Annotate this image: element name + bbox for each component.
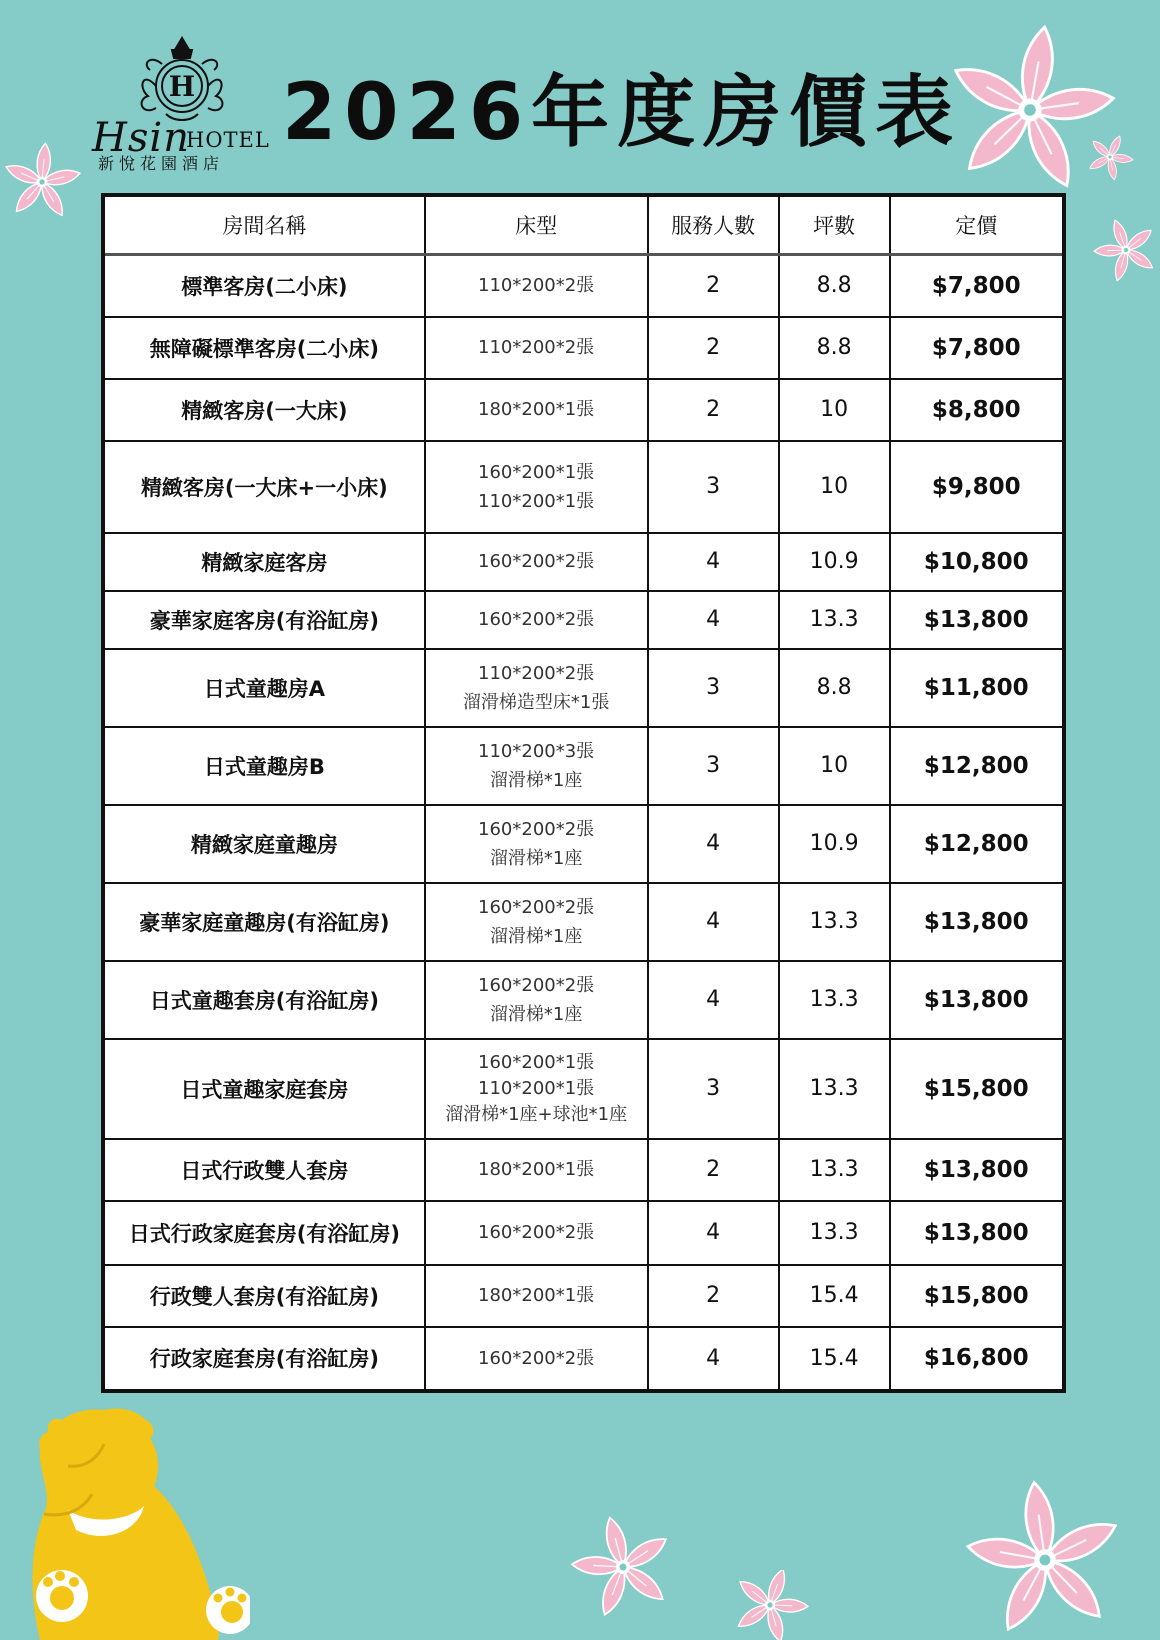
logo-subtitle: 新悅花園酒店	[98, 154, 225, 173]
guests-cell: 2	[648, 317, 779, 379]
price-cell: $13,800	[890, 961, 1062, 1039]
price-cell: $15,800	[890, 1265, 1062, 1327]
price-cell: $9,800	[890, 441, 1062, 533]
bed-type-line: 110*200*1張	[478, 490, 595, 512]
bed-type-cell	[425, 441, 648, 533]
bed-type-line: 160*200*2張	[478, 818, 595, 840]
room-name-cell: 日式童趣房A	[105, 649, 425, 727]
bed-type-line: 溜滑梯*1座	[489, 925, 583, 947]
bed-type-line: 160*200*1張	[478, 461, 595, 483]
ping-cell: 8.8	[779, 255, 890, 317]
table-row	[105, 805, 1062, 883]
room-name-cell: 日式童趣家庭套房	[105, 1039, 425, 1139]
flower-icon	[960, 1480, 1130, 1640]
bed-type-line: 160*200*1張	[478, 1051, 595, 1073]
bed-type-line: 160*200*2張	[478, 1222, 595, 1243]
price-cell: $15,800	[890, 1039, 1062, 1139]
room-name-cell: 精緻家庭客房	[105, 533, 425, 591]
flower-icon	[568, 1512, 678, 1622]
ping-cell: 15.4	[779, 1327, 890, 1389]
header-price: 定價	[890, 197, 1062, 255]
bed-type-line: 160*200*2張	[478, 609, 595, 630]
guests-cell: 4	[648, 1327, 779, 1389]
guests-cell: 2	[648, 255, 779, 317]
bed-type-line: 110*200*3張	[478, 740, 595, 762]
room-name-cell: 日式童趣套房(有浴缸房)	[105, 961, 425, 1039]
guests-cell: 3	[648, 1039, 779, 1139]
guests-cell: 3	[648, 649, 779, 727]
table-row	[105, 961, 1062, 1039]
ping-cell: 10	[779, 727, 890, 805]
hotel-logo	[88, 36, 268, 176]
room-name-cell: 日式童趣房B	[105, 727, 425, 805]
bed-type-line: 110*200*2張	[478, 337, 595, 358]
bed-type-cell	[425, 883, 648, 961]
guests-cell: 4	[648, 1201, 779, 1265]
bed-type-cell	[425, 591, 648, 649]
price-cell: $10,800	[890, 533, 1062, 591]
room-name-cell: 精緻客房(一大床+一小床)	[105, 441, 425, 533]
bed-type-cell	[425, 1039, 648, 1139]
header-ping: 坪數	[779, 197, 890, 255]
bed-type-line: 110*200*1張	[478, 1077, 595, 1099]
ping-cell: 8.8	[779, 649, 890, 727]
guests-cell: 3	[648, 441, 779, 533]
table-row	[105, 649, 1062, 727]
ping-cell: 10.9	[779, 533, 890, 591]
bed-type-cell	[425, 379, 648, 441]
bed-type-line: 溜滑梯*1座	[489, 1003, 583, 1025]
table-row	[105, 1139, 1062, 1201]
bed-type-line: 180*200*1張	[478, 1285, 595, 1306]
price-cell: $13,800	[890, 883, 1062, 961]
price-cell: $7,800	[890, 317, 1062, 379]
ping-cell: 15.4	[779, 1265, 890, 1327]
guests-cell: 2	[648, 1265, 779, 1327]
guests-cell: 3	[648, 727, 779, 805]
guests-cell: 4	[648, 883, 779, 961]
ping-cell: 8.8	[779, 317, 890, 379]
table-row	[105, 1265, 1062, 1327]
bed-type-line: 160*200*2張	[478, 551, 595, 572]
table-row	[105, 441, 1062, 533]
ping-cell: 10	[779, 441, 890, 533]
table-row	[105, 1327, 1062, 1389]
guests-cell: 4	[648, 533, 779, 591]
table-row	[105, 1039, 1062, 1139]
bed-type-line: 160*200*2張	[478, 896, 595, 918]
ping-cell: 10.9	[779, 805, 890, 883]
crest-emblem-icon	[132, 36, 232, 124]
ping-cell: 13.3	[779, 1039, 890, 1139]
guests-cell: 4	[648, 961, 779, 1039]
bed-type-line: 110*200*2張	[478, 662, 595, 684]
bed-type-cell	[425, 317, 648, 379]
price-cell: $7,800	[890, 255, 1062, 317]
bed-type-cell	[425, 961, 648, 1039]
price-cell: $16,800	[890, 1327, 1062, 1389]
bed-type-line: 溜滑梯*1座	[489, 847, 583, 869]
ping-cell: 13.3	[779, 1201, 890, 1265]
table-header-row	[105, 197, 1062, 255]
ping-cell: 13.3	[779, 1139, 890, 1201]
bed-type-cell	[425, 727, 648, 805]
bed-type-cell	[425, 1201, 648, 1265]
logo-script-text: Hsin	[92, 115, 190, 161]
room-name-cell: 行政家庭套房(有浴缸房)	[105, 1327, 425, 1389]
price-cell: $11,800	[890, 649, 1062, 727]
ping-cell: 13.3	[779, 883, 890, 961]
header-guests: 服務人數	[648, 197, 779, 255]
room-name-cell: 精緻客房(一大床)	[105, 379, 425, 441]
table-row	[105, 591, 1062, 649]
table-row	[105, 883, 1062, 961]
logo-monogram: H	[168, 70, 196, 103]
bed-type-cell	[425, 805, 648, 883]
table-row	[105, 255, 1062, 317]
table-body	[105, 255, 1062, 1389]
ping-cell: 10	[779, 379, 890, 441]
room-name-cell: 日式行政雙人套房	[105, 1139, 425, 1201]
bed-type-cell	[425, 649, 648, 727]
flower-icon	[1092, 216, 1160, 284]
price-cell: $12,800	[890, 727, 1062, 805]
room-name-cell: 豪華家庭客房(有浴缸房)	[105, 591, 425, 649]
flower-icon	[1085, 132, 1135, 182]
bed-type-cell	[425, 255, 648, 317]
table-row	[105, 727, 1062, 805]
bed-type-line: 110*200*2張	[478, 275, 595, 297]
guests-cell: 4	[648, 591, 779, 649]
room-name-cell: 精緻家庭童趣房	[105, 805, 425, 883]
header-bed-type: 床型	[425, 197, 648, 255]
price-table	[101, 193, 1066, 1393]
guests-cell: 4	[648, 805, 779, 883]
bed-type-cell	[425, 1139, 648, 1201]
ping-cell: 13.3	[779, 591, 890, 649]
bed-type-cell	[425, 1265, 648, 1327]
table-row	[105, 1201, 1062, 1265]
price-cell: $12,800	[890, 805, 1062, 883]
table-row	[105, 533, 1062, 591]
bed-type-cell	[425, 533, 648, 591]
bed-type-line: 160*200*2張	[478, 1347, 595, 1369]
bed-type-line: 溜滑梯造型床*1張	[462, 691, 610, 713]
bed-type-cell	[425, 1327, 648, 1389]
bed-type-line: 180*200*1張	[478, 1159, 595, 1180]
table-row	[105, 317, 1062, 379]
price-cell: $13,800	[890, 1139, 1062, 1201]
table-row	[105, 379, 1062, 441]
bear-icon	[20, 1398, 250, 1640]
price-cell: $13,800	[890, 591, 1062, 649]
logo-hotel-text: HOTEL	[186, 128, 270, 152]
flower-icon	[722, 1570, 818, 1640]
price-cell: $13,800	[890, 1201, 1062, 1265]
bed-type-line: 160*200*2張	[478, 974, 595, 996]
bed-type-line: 溜滑梯*1座	[489, 769, 583, 791]
header-room-name: 房間名稱	[105, 197, 425, 255]
room-name-cell: 日式行政家庭套房(有浴缸房)	[105, 1201, 425, 1265]
room-name-cell: 標準客房(二小床)	[105, 255, 425, 317]
bed-type-line: 180*200*1張	[478, 399, 595, 420]
bed-type-line: 溜滑梯*1座+球池*1座	[445, 1103, 628, 1125]
room-name-cell: 行政雙人套房(有浴缸房)	[105, 1265, 425, 1327]
flower-icon	[0, 132, 84, 232]
guests-cell: 2	[648, 379, 779, 441]
page-title: 2026年度房價表	[282, 68, 962, 158]
guests-cell: 2	[648, 1139, 779, 1201]
room-name-cell: 豪華家庭童趣房(有浴缸房)	[105, 883, 425, 961]
room-name-cell: 無障礙標準客房(二小床)	[105, 317, 425, 379]
price-cell: $8,800	[890, 379, 1062, 441]
ping-cell: 13.3	[779, 961, 890, 1039]
